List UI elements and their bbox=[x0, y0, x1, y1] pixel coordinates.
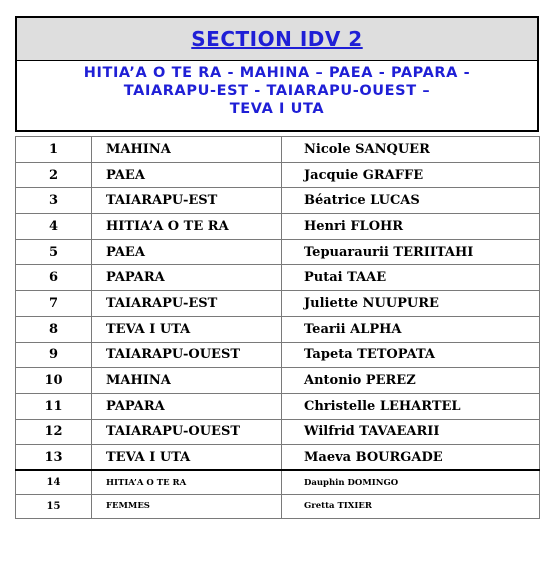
commune-cell: TEVA I UTA bbox=[92, 445, 282, 471]
person-cell: Antonio PEREZ bbox=[282, 368, 540, 394]
commune-cell: TAIARAPU-OUEST bbox=[92, 342, 282, 368]
table-row bbox=[16, 316, 540, 342]
row-number: 5 bbox=[16, 239, 92, 265]
commune-cell: FEMMES bbox=[92, 494, 282, 518]
row-number: 8 bbox=[16, 316, 92, 342]
subtitle-line: HITIA’A O TE RA - MAHINA – PAEA - PAPARA - bbox=[83, 65, 471, 81]
person-cell: Béatrice LUCAS bbox=[282, 188, 540, 214]
commune-cell: TEVA I UTA bbox=[92, 316, 282, 342]
person-cell: Nicole SANQUER bbox=[282, 137, 540, 163]
commune-cell: PAEA bbox=[92, 162, 282, 188]
row-number: 10 bbox=[16, 368, 92, 394]
person-cell: Putai TAAE bbox=[282, 265, 540, 291]
table-row bbox=[16, 445, 540, 471]
row-number: 9 bbox=[16, 342, 92, 368]
person-cell: Christelle LEHARTEL bbox=[282, 393, 540, 419]
table-row bbox=[16, 239, 540, 265]
row-number: 14 bbox=[16, 470, 92, 494]
row-number: 4 bbox=[16, 214, 92, 240]
commune-cell: HITIA’A O TE RA bbox=[92, 214, 282, 240]
person-cell: Tearii ALPHA bbox=[282, 316, 540, 342]
title-band bbox=[17, 18, 537, 61]
row-number: 7 bbox=[16, 291, 92, 317]
table-row bbox=[16, 188, 540, 214]
section-title: SECTION IDV 2 bbox=[191, 27, 363, 51]
row-number: 12 bbox=[16, 419, 92, 445]
commune-cell: TAIARAPU-EST bbox=[92, 291, 282, 317]
row-number: 15 bbox=[16, 494, 92, 518]
commune-cell: PAPARA bbox=[92, 393, 282, 419]
person-cell: Henri FLOHR bbox=[282, 214, 540, 240]
table-row bbox=[16, 393, 540, 419]
commune-cell: PAEA bbox=[92, 239, 282, 265]
person-cell: Tepuaraurii TERIITAHI bbox=[282, 239, 540, 265]
table-row bbox=[16, 368, 540, 394]
table-row bbox=[16, 162, 540, 188]
person-cell: Tapeta TETOPATA bbox=[282, 342, 540, 368]
communes-subtitle bbox=[17, 64, 537, 118]
row-number: 2 bbox=[16, 162, 92, 188]
table-row bbox=[16, 470, 540, 494]
person-cell: Juliette NUUPURE bbox=[282, 291, 540, 317]
table-row bbox=[16, 214, 540, 240]
row-number: 6 bbox=[16, 265, 92, 291]
commune-cell: PAPARA bbox=[92, 265, 282, 291]
person-cell: Wilfrid TAVAEARII bbox=[282, 419, 540, 445]
row-number: 13 bbox=[16, 445, 92, 471]
table-row bbox=[16, 419, 540, 445]
commune-cell: MAHINA bbox=[92, 137, 282, 163]
table-row bbox=[16, 137, 540, 163]
row-number: 11 bbox=[16, 393, 92, 419]
commune-cell: TAIARAPU-OUEST bbox=[92, 419, 282, 445]
section-header bbox=[15, 16, 539, 132]
person-cell: Dauphin DOMINGO bbox=[282, 470, 540, 494]
table-row bbox=[16, 494, 540, 518]
subtitle-line: TAIARAPU-EST - TAIARAPU-OUEST – bbox=[123, 83, 431, 99]
commune-cell: HITIA’A O TE RA bbox=[92, 470, 282, 494]
row-number: 3 bbox=[16, 188, 92, 214]
table-row bbox=[16, 291, 540, 317]
person-cell: Maeva BOURGADE bbox=[282, 445, 540, 471]
row-number: 1 bbox=[16, 137, 92, 163]
table-row bbox=[16, 265, 540, 291]
commune-cell: MAHINA bbox=[92, 368, 282, 394]
members-table bbox=[15, 136, 540, 519]
subtitle-line: TEVA I UTA bbox=[229, 101, 325, 117]
commune-cell: TAIARAPU-EST bbox=[92, 188, 282, 214]
table-row bbox=[16, 342, 540, 368]
person-cell: Jacquie GRAFFE bbox=[282, 162, 540, 188]
person-cell: Gretta TIXIER bbox=[282, 494, 540, 518]
